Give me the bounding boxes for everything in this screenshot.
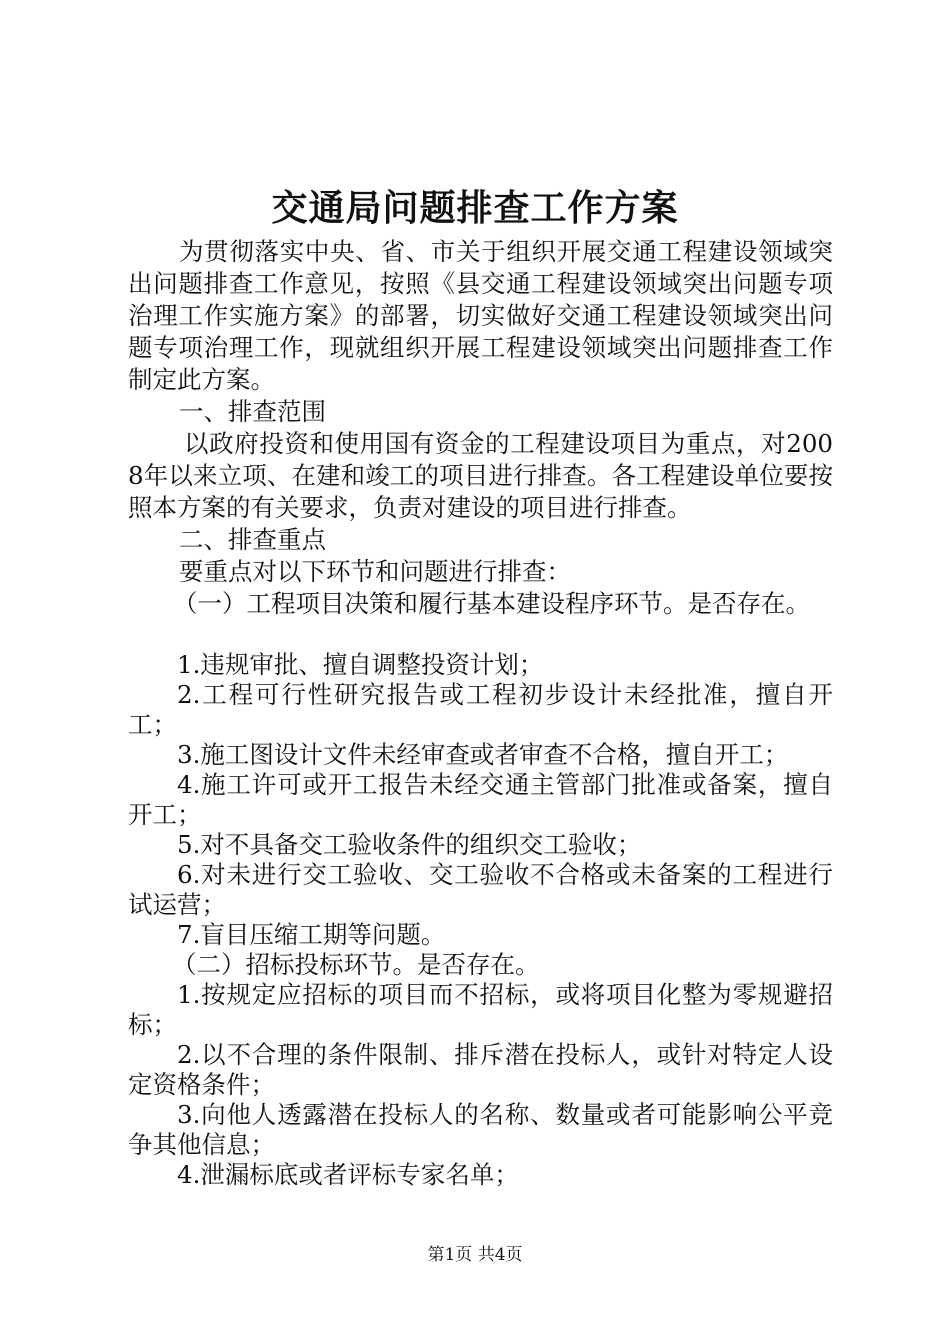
section-heading-scope: 一、排查范围 (179, 397, 326, 426)
subsection-one-heading: （一）工程项目决策和履行基本建设程序环节。是否存在。 (173, 589, 810, 618)
section-heading-focus: 二、排查重点 (179, 525, 326, 554)
focus-intro: 要重点对以下环节和问题进行排查： (179, 557, 571, 586)
list-item: 2.工程可行性研究报告或工程初步设计未经批准，擅自开工； (128, 680, 833, 739)
list-item: 4.泄漏标底或者评标专家名单； (177, 1160, 519, 1189)
list-item: 4.施工许可或开工报告未经交通主管部门批准或备案，擅自开工； (128, 770, 833, 829)
intro-paragraph: 为贯彻落实中央、省、市关于组织开展交通工程建设领域突出问题排查工作意见，按照《县交通工程建设领域突出问题专项治理工作实施方案》的部署，切实做好交通工程建设领域突出问题专项治理工作，现就组织开展工程建设领域突出问题排查工作制定此方案。 (128, 237, 833, 394)
subsection-one-list (128, 650, 833, 950)
page-footer: 第1页 共4页 (427, 1245, 523, 1265)
document-title: 交通局问题排查工作方案 (271, 187, 679, 229)
list-item: 2.以不合理的条件限制、排斥潜在投标人，或针对特定人设定资格条件； (128, 1040, 833, 1099)
list-item: 3.施工图设计文件未经审查或者审查不合格，擅自开工； (177, 740, 789, 769)
list-item: 5.对不具备交工验收条件的组织交工验收； (177, 830, 642, 859)
list-item: 6.对未进行交工验收、交工验收不合格或未备案的工程进行试运营； (128, 860, 833, 919)
subsection-two-heading: （二）招标投标环节。是否存在。 (172, 950, 540, 979)
list-item: 1.按规定应招标的项目而不招标，或将项目化整为零规避招标； (128, 980, 833, 1039)
list-item: 7.盲目压缩工期等问题。 (177, 920, 446, 949)
scope-paragraph: 以政府投资和使用国有资金的工程建设项目为重点，对2008年以来立项、在建和竣工的项目进行排查。各工程建设单位要按照本方案的有关要求，负责对建设的项目进行排查。 (128, 429, 833, 522)
list-item: 1.违规审批、擅自调整投资计划； (177, 650, 544, 679)
document-body (128, 236, 833, 1190)
list-item: 3.向他人透露潜在投标人的名称、数量或者可能影响公平竞争其他信息； (128, 1100, 833, 1159)
subsection-two-list (128, 980, 833, 1190)
